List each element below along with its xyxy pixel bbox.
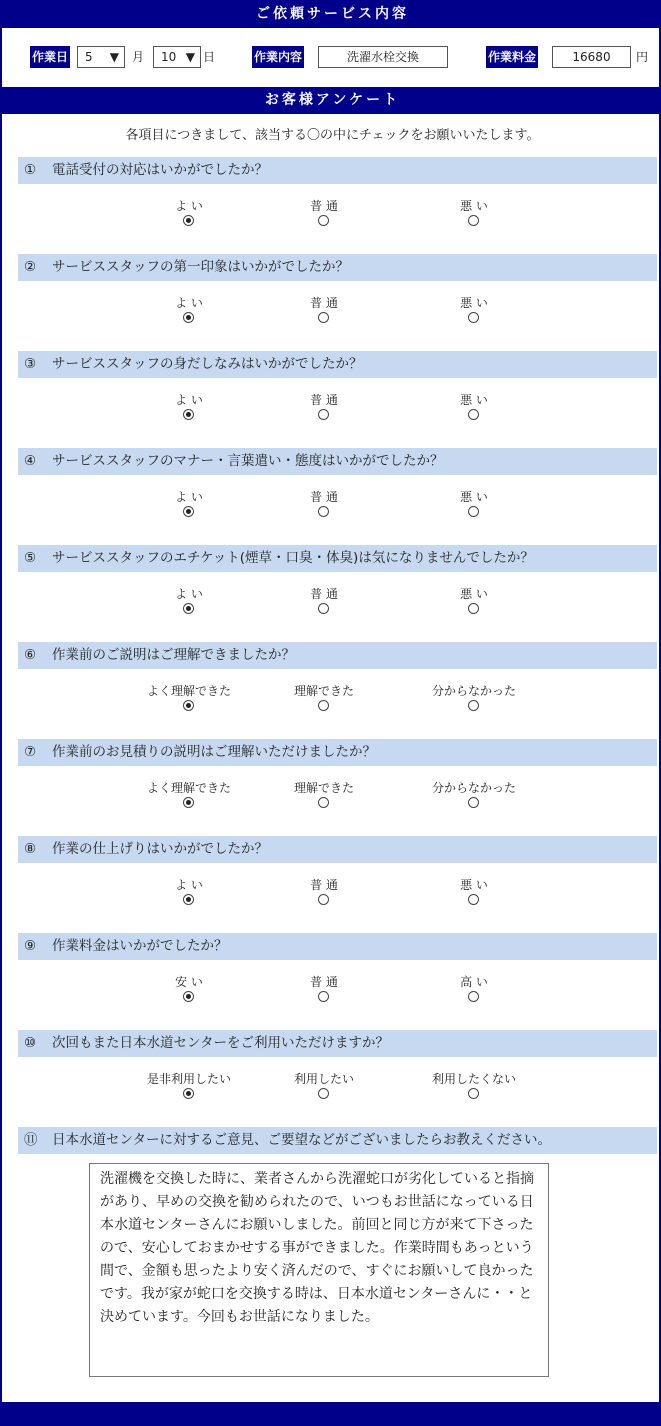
service-details-row [2,46,661,70]
question-header [18,739,657,766]
radio-button[interactable] [468,506,479,517]
question-header [18,254,657,281]
month-value: 5 [85,50,93,64]
question-text: サービススタッフのエチケット(煙草・口臭・体臭)は気になりませんでしたか？ [52,550,534,566]
question-header [18,157,657,184]
work-date-label: 作業日 [30,46,70,68]
question-number: ⑩ [24,1035,37,1051]
question-header [18,933,657,960]
radio-button[interactable] [318,603,329,614]
work-content-label: 作業内容 [252,46,304,68]
option-label: よ い [175,393,203,407]
option-label: 普 通 [310,296,338,310]
option-label: 理解できた [293,684,354,698]
radio-button[interactable] [318,409,329,420]
survey-section-title: お客様アンケート [2,87,661,114]
radio-button[interactable] [468,991,479,1002]
radio-button[interactable] [468,894,479,905]
option-label: 普 通 [310,393,338,407]
radio-button[interactable] [318,215,329,226]
question-number: ⑨ [24,938,37,954]
option-label: 高 い [460,975,488,989]
radio-button[interactable] [183,215,194,226]
work-fee-label: 作業料金 [486,46,538,68]
radio-button[interactable] [183,506,194,517]
option-label: よ い [175,587,203,601]
question-header [18,836,657,863]
option-label: 是非利用したい [146,1072,231,1086]
radio-button[interactable] [318,991,329,1002]
option-label: 利用したくない [431,1072,516,1086]
radio-button[interactable] [183,409,194,420]
option-label: 普 通 [310,587,338,601]
question-text: 作業前のお見積りの説明はご理解いただけましたか？ [52,744,376,760]
radio-button[interactable] [468,797,479,808]
radio-button[interactable] [183,312,194,323]
radio-button[interactable] [183,603,194,614]
option-label: 理解できた [293,781,354,795]
question-header [18,642,657,669]
radio-button[interactable] [468,409,479,420]
service-section-title: ご依頼サービス内容 [2,0,661,28]
month-select[interactable] [77,46,125,68]
option-label: 普 通 [310,878,338,892]
chevron-down-icon: ▼ [185,50,195,64]
question-number: ⑥ [24,647,37,663]
question-number: ⑦ [24,744,37,760]
fee-unit: 円 [636,50,649,64]
radio-button[interactable] [468,603,479,614]
radio-button[interactable] [183,797,194,808]
radio-button[interactable] [468,312,479,323]
question-header [18,545,657,572]
option-label: よ い [175,878,203,892]
question-number: ③ [24,356,37,372]
option-label: 悪 い [460,490,488,504]
question-text: 日本水道センターに対するご意見、ご要望などがございましたらお教えください。 [52,1132,551,1148]
option-label: 悪 い [460,296,488,310]
option-label: 普 通 [310,490,338,504]
radio-button[interactable] [318,312,329,323]
radio-button[interactable] [183,700,194,711]
option-label: 安 い [175,975,203,989]
option-label: 悪 い [460,587,488,601]
question-header [18,448,657,475]
chevron-down-icon: ▼ [109,50,119,64]
day-value: 10 [161,50,177,64]
option-label: よく理解できた [146,684,231,698]
option-label: 悪 い [460,393,488,407]
radio-button[interactable] [183,1088,194,1099]
question-text: サービススタッフのマナー・言葉遣い・態度はいかがでしたか？ [52,453,444,469]
question-number: ④ [24,453,37,469]
radio-button[interactable] [468,215,479,226]
option-label: 利用したい [293,1072,354,1086]
question-text: サービススタッフの身だしなみはいかがでしたか？ [52,356,363,372]
question-text: 電話受付の対応はいかがでしたか？ [52,162,268,178]
radio-button[interactable] [318,700,329,711]
survey-instructions: 各項目につきまして、該当する〇の中にチェックをお願いいたします。 [125,128,540,143]
option-label: 分からなかった [431,781,516,795]
radio-button[interactable] [468,1088,479,1099]
question-number: ① [24,162,37,178]
option-label: よく理解できた [146,781,231,795]
question-number: ⑧ [24,841,37,857]
day-unit: 日 [203,50,216,64]
radio-button[interactable] [183,991,194,1002]
option-label: 分からなかった [431,684,516,698]
question-text: 作業の仕上げりはいかがでしたか？ [52,841,268,857]
option-label: 悪 い [460,199,488,213]
option-label: 悪 い [460,878,488,892]
question-text: 作業前のご説明はご理解できましたか？ [52,647,295,663]
question-text: サービススタッフの第一印象はいかがでしたか？ [52,259,349,275]
radio-button[interactable] [318,506,329,517]
radio-button[interactable] [318,894,329,905]
radio-button[interactable] [183,894,194,905]
day-select[interactable] [153,46,201,68]
month-unit: 月 [132,50,145,64]
question-header [18,1030,657,1057]
option-label: 普 通 [310,199,338,213]
radio-button[interactable] [318,1088,329,1099]
work-content-field[interactable]: 洗濯水栓交換 [318,46,448,68]
question-header [18,351,657,378]
question-text: 作業料金はいかがでしたか？ [52,938,228,954]
option-label: 普 通 [310,975,338,989]
footer-bar [2,1402,661,1426]
question-text: 次回もまた日本水道センターをご利用いただけますか？ [52,1035,389,1051]
radio-button[interactable] [468,700,479,711]
comment-question [18,1127,657,1154]
comment-textarea[interactable]: 洗濯機を交換した時に、業者さんから洗濯蛇口が劣化していると指摘があり、早めの交換を勧められたので、いつもお世話になっている日本水道センターさんにお願いしました。前回と同じ方が来て下さったので、安心しておまかせする事ができました。作業時間もあっという間で、金額も思ったより安く済んだので、すぐにお願いして良かったです。我が家が蛇口を交換する時は、日本水道センターさんに・・と決めています。今回もお世話になりました。 [89,1163,549,1377]
option-label: よ い [175,296,203,310]
option-label: よ い [175,490,203,504]
option-label: よ い [175,199,203,213]
question-number: ⑪ [24,1132,38,1148]
question-number: ⑤ [24,550,37,566]
radio-button[interactable] [318,797,329,808]
question-number: ② [24,259,37,275]
work-fee-field[interactable]: 16680 [552,46,631,68]
